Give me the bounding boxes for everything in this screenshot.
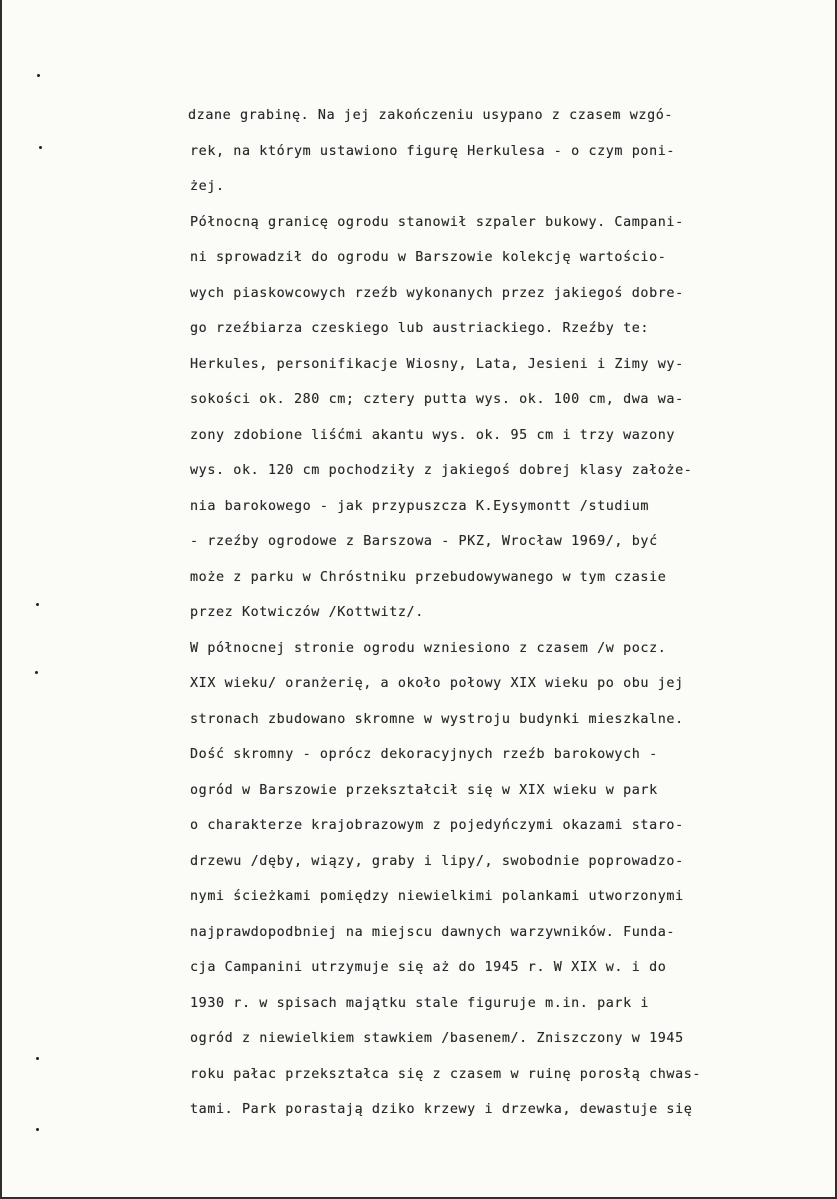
text-line: tami. Park porastają dziko krzewy i drzewka, dewastuje się [190,1102,693,1117]
text-line: ni sprowadził do ogrodu w Barszowie kolekcję wartościo- [190,250,667,265]
text-line: ogród z niewielkiem stawkiem /basenem/. Zniszczony w 1945 [190,1031,684,1046]
text-line: 1930 r. w spisach majątku stale figuruje m.in. park i [190,995,650,1011]
text-line: roku pałac przekształca się z czasem w ruinę porosłą chwas- [190,1066,702,1082]
text-line: - rzeźby ogrodowe z Barszowa - PKZ, Wrocław 1969/, być [190,534,658,549]
text-line: stronach zbudowano skromne w wystroju budynki mieszkalne. [190,711,684,727]
text-line: cja Campanini utrzymuje się aż do 1945 r. W XIX w. i do [190,960,667,975]
text-line: XIX wieku/ oranżerię, a około połowy XIX wieku po obu jej [190,676,684,691]
punch-mark [36,1057,39,1060]
punch-mark [35,671,38,674]
text-line: może z parku w Chróstniku przebudowywanego w tym czasie [190,569,667,585]
text-line: zony zdobione liśćmi akantu wys. ok. 95 cm i trzy wazony [190,427,676,443]
text-line: nia barokowego - jak przypuszcza K.Eysymontt /studium [190,498,650,514]
text-line: wys. ok. 120 cm pochodziły z jakiegoś dobrej klasy założe- [190,463,693,478]
text-line: Dość skromny - oprócz dekoracyjnych rzeźb barokowych - [190,747,658,762]
text-line: rek, na którym ustawiono figurę Herkulesa - o czym poni- [190,143,676,159]
text-line: go rzeźbiarza czeskiego lub austriackiego. Rzeźby te: [190,321,650,336]
text-line: ogród w Barszowie przekształcił się w XIX wieku w park [190,782,658,798]
text-line: drzewu /dęby, wiązy, graby i lipy/, swobodnie poprowadzo- [190,853,684,869]
text-line: o charakterze krajobrazowym z pojedyńczymi okazami staro- [190,818,684,833]
text-line: żej. [190,179,225,194]
text-line: wych piaskowcowych rzeźb wykonanych przez jakiegoś dobre- [190,285,684,301]
text-line: przez Kotwiczów /Kottwitz/. [190,605,424,620]
text-line: Północną granicę ogrodu stanowił szpaler bukowy. Campani- [190,214,684,230]
text-line: najprawdopodbniej na miejscu dawnych warzywników. Funda- [190,924,676,940]
text-line: W północnej stronie ogrodu wzniesiono z czasem /w pocz. [190,640,667,656]
punch-mark [36,603,39,606]
text-line: sokości ok. 280 cm; cztery putta wys. ok. 100 cm, dwa wa- [190,392,684,407]
text-line: dzane grabinę. Na jej zakończeniu usypano z czasem wzgó- [188,108,674,123]
text-line: Herkules, personifikacje Wiosny, Lata, Jesieni i Zimy wy- [190,356,684,372]
punch-mark [36,1128,39,1131]
typewritten-text [172,98,800,1128]
punch-mark [37,74,40,77]
punch-mark [39,146,42,149]
text-line: nymi ścieżkami pomiędzy niewielkimi polankami utworzonymi [190,889,684,904]
